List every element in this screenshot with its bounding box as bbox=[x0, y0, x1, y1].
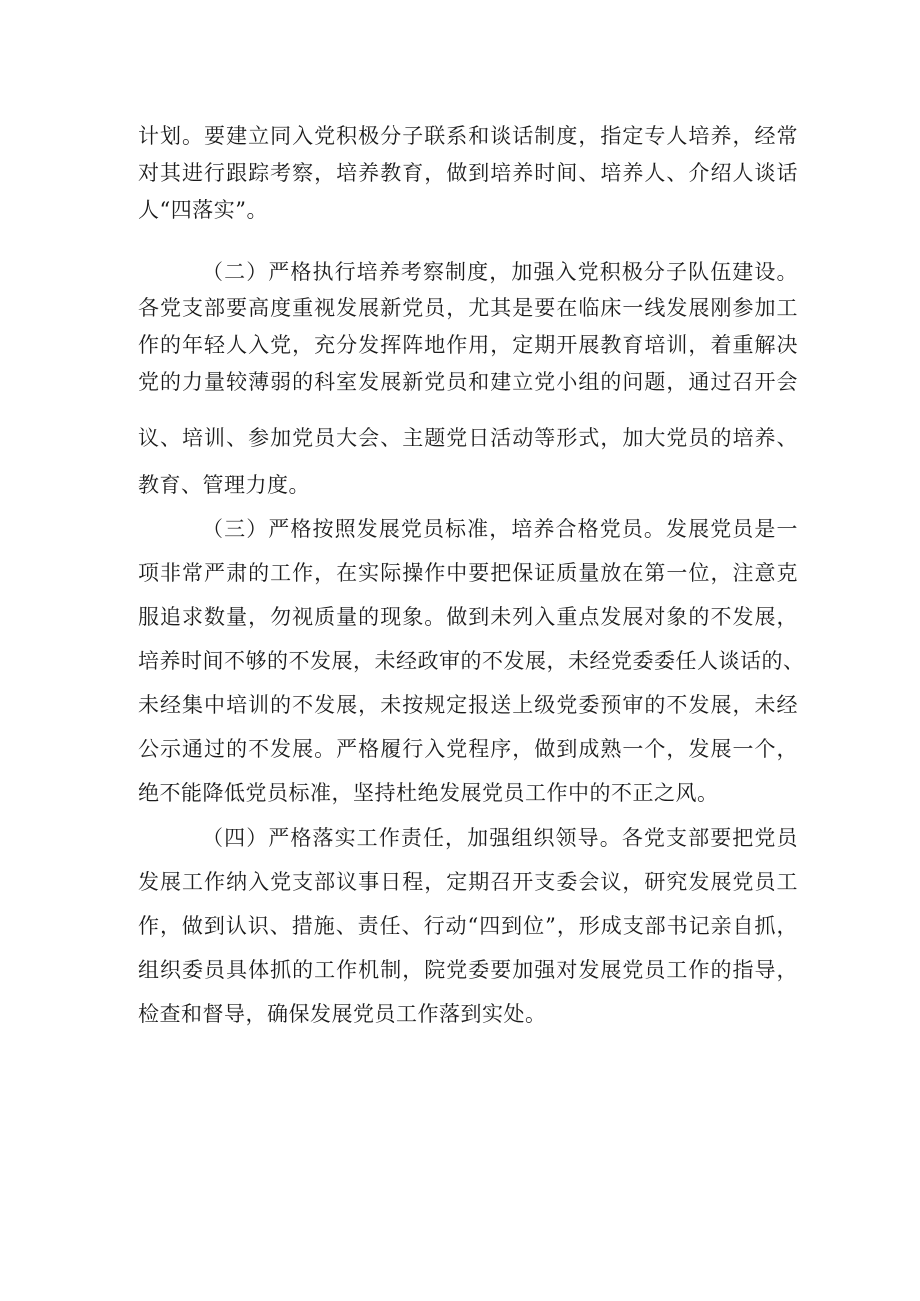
body-line-3: 人“四落实”。 bbox=[138, 198, 268, 222]
body-line-7: 党的力量较薄弱的科室发展新党员和建立党小组的问题，通过召开会 bbox=[138, 370, 798, 394]
body-line-1: 计划。要建立同入党积极分子联系和谈话制度，指定专人培养，经常 bbox=[138, 124, 798, 148]
body-line-21: 检查和督导，确保发展党员工作落到实处。 bbox=[138, 1002, 547, 1026]
body-line-14: 未经集中培训的不发展，未按规定报送上级党委预审的不发展，未经 bbox=[138, 693, 798, 717]
body-line-8: 议、培训、参加党员大会、主题党日活动等形式，加大党员的培养、 bbox=[138, 426, 798, 450]
section-3-heading-line: （三）严格按照发展党员标准，培养合格党员。发展党员是一 bbox=[202, 517, 798, 541]
body-line-11: 项非常严肃的工作，在实际操作中要把保证质量放在第一位，注意克 bbox=[138, 561, 798, 585]
section-2-heading-line: （二）严格执行培养考察制度，加强入党积极分子队伍建设。 bbox=[202, 260, 798, 284]
body-line-12: 服追求数量，勿视质量的现象。做到未列入重点发展对象的不发展， bbox=[138, 605, 798, 629]
body-line-6: 作的年轻人入党，充分发挥阵地作用，定期开展教育培训，着重解决 bbox=[138, 333, 798, 357]
body-line-2: 对其进行跟踪考察，培养教育，做到培养时间、培养人、介绍人谈话 bbox=[138, 161, 798, 185]
body-line-20: 组织委员具体抓的工作机制，院党委要加强对发展党员工作的指导， bbox=[138, 958, 798, 982]
section-4-heading-line: （四）严格落实工作责任，加强组织领导。各党支部要把党员 bbox=[202, 826, 798, 850]
body-line-18: 发展工作纳入党支部议事日程，定期召开支委会议，研究发展党员工 bbox=[138, 870, 798, 894]
body-line-5: 各党支部要高度重视发展新党员，尤其是要在临床一线发展刚参加工 bbox=[138, 296, 798, 320]
body-line-19: 作，做到认识、措施、责任、行动“四到位”，形成支部书记亲自抓， bbox=[138, 914, 798, 938]
body-line-13: 培养时间不够的不发展，未经政审的不发展，未经党委委任人谈话的、 bbox=[138, 649, 805, 673]
body-line-15: 公示通过的不发展。严格履行入党程序，做到成熟一个，发展一个， bbox=[138, 737, 798, 761]
body-line-9: 教育、管理力度。 bbox=[138, 473, 310, 497]
body-line-16: 绝不能降低党员标准，坚持杜绝发展党员工作中的不正之风。 bbox=[138, 781, 719, 805]
